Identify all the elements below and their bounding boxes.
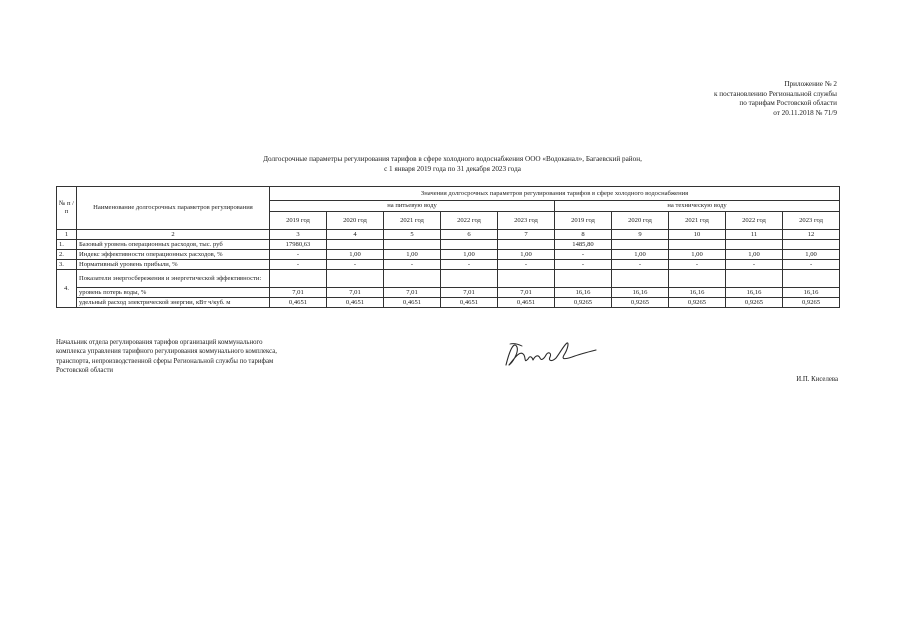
cell: - <box>726 260 783 270</box>
cell <box>327 240 384 250</box>
column-number: 2 <box>77 230 270 240</box>
cell: 16,16 <box>669 288 726 298</box>
column-number: 12 <box>783 230 840 240</box>
cell: 0,9265 <box>783 298 840 308</box>
cell: - <box>555 250 612 260</box>
cell: - <box>384 260 441 270</box>
cell: 0,9265 <box>726 298 783 308</box>
header-year: 2021 год <box>669 212 726 230</box>
cell: 16,16 <box>783 288 840 298</box>
table-row <box>57 288 840 298</box>
cell: 0,4651 <box>327 298 384 308</box>
header-year: 2023 год <box>783 212 840 230</box>
cell: 16,16 <box>555 288 612 298</box>
cell <box>498 240 555 250</box>
row-num: 4. <box>57 270 77 308</box>
cell: 0,4651 <box>384 298 441 308</box>
cell: 7,01 <box>270 288 327 298</box>
header-year: 2020 год <box>612 212 669 230</box>
cell: 17980,63 <box>270 240 327 250</box>
column-number: 5 <box>384 230 441 240</box>
table-row <box>57 298 840 308</box>
cell: 0,9265 <box>555 298 612 308</box>
table-row <box>57 260 840 270</box>
table-row <box>57 270 840 288</box>
appendix-line-2: к постановлению Региональной службы <box>713 89 837 98</box>
header-year: 2019 год <box>555 212 612 230</box>
appendix-line-1: Приложение № 2 <box>784 80 837 88</box>
cell: 0,4651 <box>498 298 555 308</box>
cell: 0,4651 <box>441 298 498 308</box>
column-number-row <box>57 230 840 240</box>
signatory-line-4: Ростовской области <box>56 367 114 375</box>
parameters-table <box>56 186 840 308</box>
title-line-2: с 1 января 2019 года по 31 декабря 2023 года <box>384 165 521 173</box>
cell: - <box>555 260 612 270</box>
header-year: 2022 год <box>441 212 498 230</box>
column-number: 3 <box>270 230 327 240</box>
cell: 1,00 <box>498 250 555 260</box>
row-name: уровень потерь воды, % <box>77 288 270 298</box>
cell: 7,01 <box>327 288 384 298</box>
column-number: 4 <box>327 230 384 240</box>
header-year: 2019 год <box>270 212 327 230</box>
column-number: 10 <box>669 230 726 240</box>
cell: - <box>270 250 327 260</box>
header-values: Значения долгосрочных параметров регулирования тарифов в сфере холодного водоснабжения <box>270 187 840 201</box>
cell: 1,00 <box>327 250 384 260</box>
cell: 1485,80 <box>555 240 612 250</box>
cell: - <box>783 260 840 270</box>
handwritten-signature <box>500 335 600 375</box>
header-year: 2020 год <box>327 212 384 230</box>
cell: 1,00 <box>612 250 669 260</box>
cell: - <box>441 260 498 270</box>
title-line-1: Долгосрочные параметры регулирования тарифов в сфере холодного водоснабжения ООО «Водоканал», Багаевский район, <box>263 155 642 163</box>
cell <box>441 240 498 250</box>
table-row <box>57 240 840 250</box>
header-name: Наименование долгосрочных параметров регулирования <box>77 187 270 230</box>
cell: - <box>270 260 327 270</box>
signatory-line-2: комплекса управления тарифного регулирования коммунального комплекса, <box>56 348 277 356</box>
header-year: 2021 год <box>384 212 441 230</box>
row-name: Показатели энергосбережения и энергетической эффективности: <box>77 270 270 288</box>
row-name: Базовый уровень операционных расходов, тыс. руб <box>77 240 270 250</box>
header-num: № п /п <box>57 187 77 230</box>
table-row <box>57 250 840 260</box>
header-year: 2023 год <box>498 212 555 230</box>
appendix-header <box>714 80 837 118</box>
cell: 1,00 <box>726 250 783 260</box>
cell <box>384 240 441 250</box>
column-number: 7 <box>498 230 555 240</box>
row-num: 1. <box>57 240 77 250</box>
column-number: 11 <box>726 230 783 240</box>
cell: 16,16 <box>612 288 669 298</box>
header-group-technical: на техническую воду <box>555 201 840 212</box>
cell <box>612 240 669 250</box>
cell: 0,9265 <box>669 298 726 308</box>
cell: 7,01 <box>441 288 498 298</box>
row-name: удельный расход электрической энергии, кВт ч/куб. м <box>77 298 270 308</box>
cell: 1,00 <box>669 250 726 260</box>
cell: 1,00 <box>783 250 840 260</box>
cell <box>783 240 840 250</box>
signatory-line-3: транспорта, непроизводственной сферы Региональной службы по тарифам <box>56 357 274 365</box>
cell: 1,00 <box>441 250 498 260</box>
row-name: Индекс эффективности операционных расходов, % <box>77 250 270 260</box>
cell: 16,16 <box>726 288 783 298</box>
appendix-line-4: от 20.11.2018 № 71/9 <box>773 108 837 117</box>
cell: - <box>669 260 726 270</box>
document-title <box>0 154 905 174</box>
header-year: 2022 год <box>726 212 783 230</box>
row-name: Нормативный уровень прибыли, % <box>77 260 270 270</box>
row-num: 2. <box>57 250 77 260</box>
row-num: 3. <box>57 260 77 270</box>
cell: 7,01 <box>498 288 555 298</box>
cell: 7,01 <box>384 288 441 298</box>
column-number: 8 <box>555 230 612 240</box>
appendix-line-3: по тарифам Ростовской области <box>739 99 837 108</box>
header-group-drinking: на питьевую воду <box>270 201 555 212</box>
column-number: 6 <box>441 230 498 240</box>
cell: 1,00 <box>384 250 441 260</box>
cell: - <box>498 260 555 270</box>
cell: 0,4651 <box>270 298 327 308</box>
cell: - <box>612 260 669 270</box>
signatory-name: И.П. Киселева <box>796 376 838 383</box>
signatory-line-1: Начальник отдела регулирования тарифов организаций коммунального <box>56 339 263 346</box>
cell <box>669 240 726 250</box>
cell: 0,9265 <box>612 298 669 308</box>
cell <box>726 240 783 250</box>
column-number: 1 <box>57 230 77 240</box>
signatory-position <box>56 338 277 376</box>
column-number: 9 <box>612 230 669 240</box>
cell: - <box>327 260 384 270</box>
